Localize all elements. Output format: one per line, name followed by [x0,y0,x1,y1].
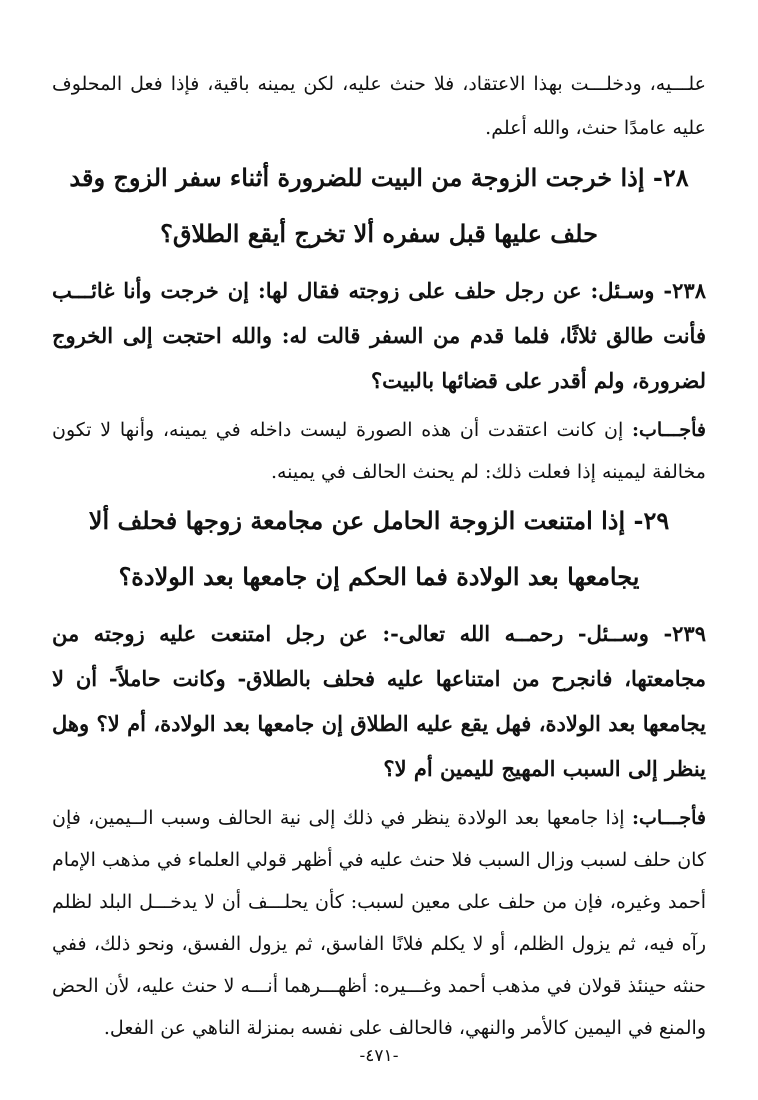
section-heading-28: ٢٨- إذا خرجت الزوجة من البيت للضرورة أثناء سفر الزوج وقد حلف عليها قبل سفره ألا تخرج أيقع الطلاق؟ [69,163,689,248]
answer-239-body: إذا جامعها بعد الولادة ينظر في ذلك إلى نية الحالف وسبب الــيمين، فإن كان حلف لسبب وزال السبب فلا حنث عليه في أظهر قولي العلماء في مذهب الإمام أحمد وغيره، فإن من حلف على معين لسبب: كأن يحلـــف أن لا يدخـــل البلد لظلم رآه فيه، ثم يزول الظلم، أو لا يكلم فلانًا الفاسق، ثم يزول الفسق، ونحو ذلك، ففي حنثه حينئذ قولان في مذهب أحمد وغـــيره: أظهـــرهما أنـــه لا حنث عليه، لأن الحض والمنع في اليمين كالأمر والنهي، فالحالف على نفسه بمنزلة الناهي عن الفعل. [52,807,706,1039]
answer-239-lead: فأجـــاب: [631,807,706,829]
question-238: ٢٣٨- وسـئل: عن رجل حلف على زوجته فقال لها: إن خرجت وأنا غائـــب فأنت طالق ثلاثًا، فلما قدم من السفر قالت له: والله احتجت إلى الخروج لضرورة، ولم أقدر على قضائها بالبيت؟ [52,278,706,393]
answer-239 [52,797,706,1049]
answer-238-lead: فأجـــاب: [631,419,706,441]
question-239: ٢٣٩- وســئل- رحمــه الله تعالى-: عن رجل امتنعت عليه زوجته من مجامعتها، فانجرح من امتناعها عليه فحلف بالطلاق- وكانت حاملاً- أن لا يجامعها بعد الولادة، فهل يقع عليه الطلاق إن جامعها بعد الولادة، أم لا؟ وهل ينظر إلى السبب المهيج لليمين أم لا؟ [52,621,706,781]
page-number: -٤٧١- [359,1046,399,1066]
answer-238-body: إن كانت اعتقدت أن هذه الصورة ليست داخله في يمينه، وأنها لا تكون مخالفة ليمينه إذا فعلت ذلك: لم يحنث الحالف في يمينه. [52,419,706,483]
intro-paragraph: علـــيه، ودخلـــت بهذا الاعتقاد، فلا حنث عليه، لكن يمينه باقية، فإذا فعل المحلوف عليه عامدًا حنث، والله أعلم. [52,73,706,139]
answer-238 [52,409,706,493]
section-heading-29: ٢٩- إذا امتنعت الزوجة الحامل عن مجامعة زوجها فحلف ألا يجامعها بعد الولادة فما الحكم إن جامعها بعد الولادة؟ [88,506,670,591]
